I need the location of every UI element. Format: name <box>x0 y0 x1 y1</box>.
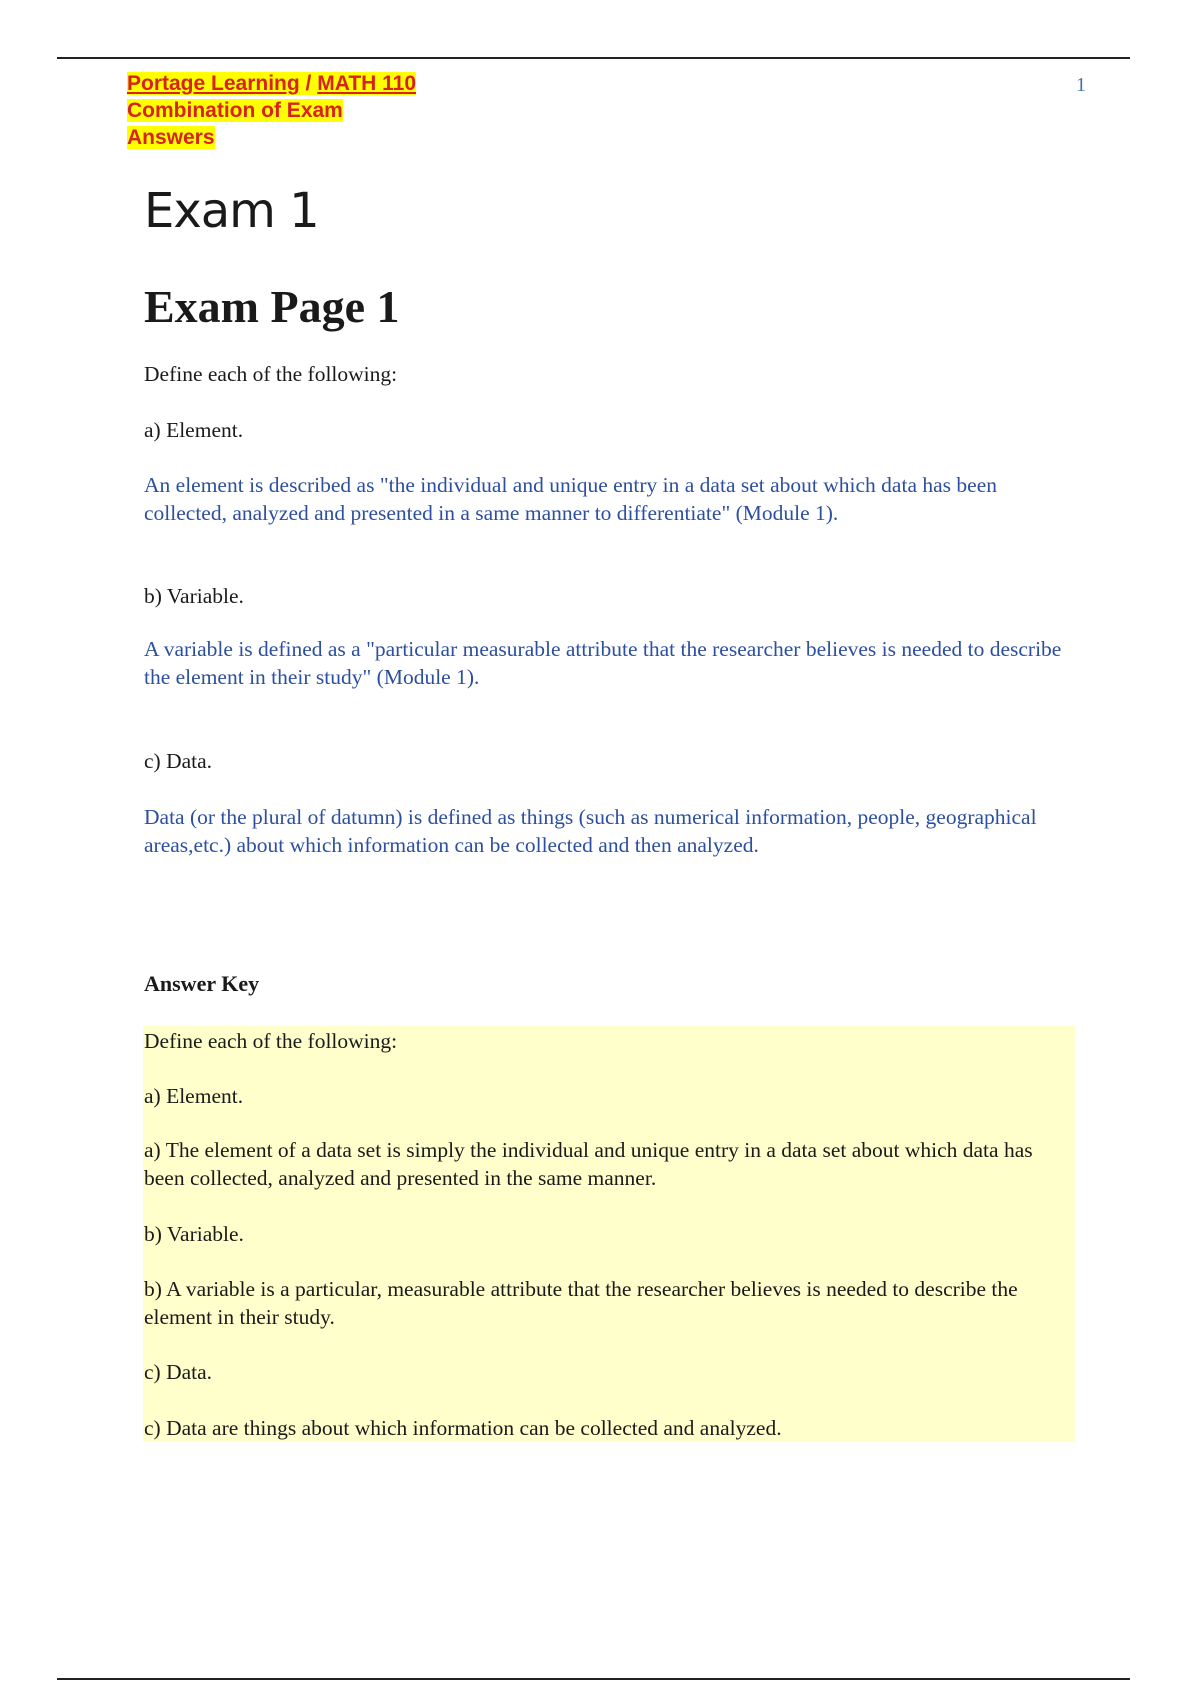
key-b-label: b) Variable. <box>144 1222 244 1246</box>
document-header <box>127 70 416 151</box>
question-b-label: b) Variable. <box>144 584 244 608</box>
header-line-3: Answers <box>127 126 215 149</box>
question-prompt: Define each of the following: <box>144 362 398 386</box>
key-a-label: a) Element. <box>144 1084 244 1108</box>
portage-learning-link[interactable]: Portage Learning <box>127 72 300 95</box>
answer-key-box <box>143 1026 1075 1442</box>
math-110-link[interactable]: MATH 110 <box>317 72 417 95</box>
top-rule <box>57 57 1130 59</box>
header-line-2: Combination of Exam <box>127 99 343 122</box>
key-prompt: Define each of the following: <box>144 1029 398 1053</box>
answer-c: Data (or the plural of datumn) is defined as things (such as numerical information, people, geographical areas,etc.) about which information can be collected and then analyzed. <box>144 805 1037 857</box>
answer-b: A variable is defined as a "particular measurable attribute that the researcher believes is needed to describe the element in their study" (Module 1). <box>144 637 1062 689</box>
exam-title: Exam 1 <box>144 183 319 239</box>
answer-key-heading: Answer Key <box>144 971 260 996</box>
question-a-label: a) Element. <box>144 418 244 442</box>
exam-page-heading: Exam Page 1 <box>144 281 400 332</box>
key-a-answer: a) The element of a data set is simply the individual and unique entry in a data set about which data has been collected, analyzed and presented in the same manner. <box>144 1138 1033 1190</box>
key-b-answer: b) A variable is a particular, measurable attribute that the researcher believes is needed to describe the element in their study. <box>144 1277 1018 1329</box>
question-c-label: c) Data. <box>144 749 213 773</box>
bottom-rule <box>57 1678 1130 1680</box>
header-separator: / <box>299 72 318 95</box>
page-number: 1 <box>1076 74 1086 96</box>
key-c-answer: c) Data are things about which information can be collected and analyzed. <box>144 1416 782 1440</box>
answer-a: An element is described as "the individual and unique entry in a data set about which data has been collected, analyzed and presented in a same manner to differentiate" (Module 1). <box>144 473 997 525</box>
key-c-label: c) Data. <box>144 1360 213 1384</box>
